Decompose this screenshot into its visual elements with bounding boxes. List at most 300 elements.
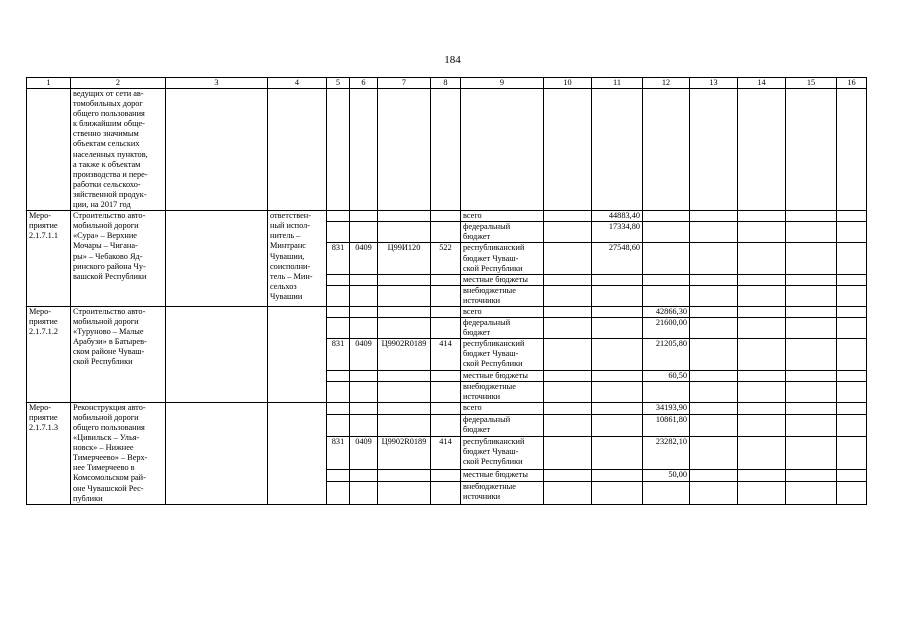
text-line: мобильной дороги (73, 221, 139, 231)
value-2016-cell (592, 470, 643, 482)
empty-cell (544, 339, 592, 370)
value-2016-cell (592, 482, 643, 505)
text-line: Реконструкция авто- (73, 402, 146, 412)
empty-cell (837, 402, 867, 414)
empty-cell (350, 370, 378, 381)
empty-cell (690, 222, 738, 243)
empty-cell (690, 306, 738, 317)
empty-cell (738, 222, 786, 243)
empty-cell (378, 222, 431, 243)
empty-cell (350, 414, 378, 437)
text-line: всего (463, 211, 482, 221)
value-2016-cell (592, 437, 643, 470)
empty-cell (544, 306, 592, 317)
text-line: источники (463, 295, 501, 305)
text-line: нее Тимерчеево в (73, 463, 135, 473)
empty-cell (786, 470, 837, 482)
empty-cell (738, 370, 786, 381)
responsible-cell (268, 402, 327, 504)
value-2017-cell: 50,00 (643, 470, 690, 482)
value-2017-cell (643, 274, 690, 285)
funding-source-cell (461, 222, 544, 243)
text-line: ры» – Чебаково Яд- (73, 251, 143, 261)
empty-cell (738, 437, 786, 470)
text-line: новск» – Нижнее (73, 443, 134, 453)
text-line: производства и пере- (73, 169, 148, 179)
text-line: Меро- (29, 306, 52, 316)
empty-cell (690, 437, 738, 470)
empty-cell (690, 339, 738, 370)
empty-cell (27, 89, 71, 211)
text-line: местные бюджеты (463, 370, 528, 380)
empty-cell (786, 306, 837, 317)
column-header: 4 (268, 78, 327, 89)
text-line: Меро- (29, 402, 52, 412)
value-2016-cell: 27548,60 (592, 243, 643, 274)
text-line: федеральный (463, 222, 511, 232)
text-line: публики (73, 493, 103, 503)
text-line: всего (463, 306, 482, 316)
empty-cell (431, 370, 461, 381)
text-line: ринского района Чу- (73, 261, 146, 271)
empty-cell (431, 381, 461, 402)
empty-cell (378, 306, 431, 317)
text-line: Мочары – Чигана- (73, 241, 138, 251)
text-line: бюджет Чуваш- (463, 253, 519, 263)
value-2017-cell: 34193,90 (643, 402, 690, 414)
text-line: «Туруново – Малые (73, 327, 144, 337)
empty-cell (431, 318, 461, 339)
empty-cell (327, 482, 350, 505)
text-line: федеральный (463, 414, 511, 424)
empty-cell (327, 274, 350, 285)
empty-cell (378, 211, 431, 222)
column-header: 15 (786, 78, 837, 89)
empty-cell (327, 414, 350, 437)
column-header: 2 (71, 78, 166, 89)
column-header: 6 (350, 78, 378, 89)
empty-cell (378, 89, 431, 211)
empty-cell (837, 306, 867, 317)
empty-cell (431, 222, 461, 243)
value-2017-cell: 21205,80 (643, 339, 690, 370)
empty-cell (738, 274, 786, 285)
empty-cell (786, 339, 837, 370)
empty-cell (837, 381, 867, 402)
empty-cell (544, 274, 592, 285)
text-line: местные бюджеты (463, 470, 528, 480)
column-header: 7 (378, 78, 431, 89)
empty-cell (786, 211, 837, 222)
empty-cell (690, 402, 738, 414)
text-line: томобильных дорог (73, 99, 143, 109)
value-2017-cell: 10861,80 (643, 414, 690, 437)
empty-cell (690, 381, 738, 402)
column-header: 14 (738, 78, 786, 89)
goal-cell (166, 402, 268, 504)
event-id-cell (27, 402, 71, 504)
text-line: сельхоз (270, 281, 297, 291)
column-header: 13 (690, 78, 738, 89)
empty-cell (690, 482, 738, 505)
empty-cell (786, 318, 837, 339)
empty-cell (837, 370, 867, 381)
text-line: ской Республики (73, 357, 133, 367)
text-line: тель – Мин- (270, 271, 313, 281)
value-2016-cell (592, 306, 643, 317)
empty-cell (431, 211, 461, 222)
value-2016-cell (592, 381, 643, 402)
text-line: вашской Республики (73, 271, 147, 281)
empty-cell (327, 318, 350, 339)
empty-cell (837, 274, 867, 285)
empty-cell (837, 243, 867, 274)
value-2017-cell (643, 381, 690, 402)
empty-cell (738, 285, 786, 306)
empty-cell (592, 89, 643, 211)
empty-cell (837, 470, 867, 482)
empty-cell (738, 243, 786, 274)
text-line: ответствен- (270, 211, 312, 221)
text-line: ственно значимым (73, 129, 139, 139)
funding-source-cell (461, 274, 544, 285)
value-2016-cell (592, 339, 643, 370)
value-2017-cell (643, 482, 690, 505)
empty-cell (327, 306, 350, 317)
funding-source-cell (461, 370, 544, 381)
csr-cell: Ц99И120 (378, 243, 431, 274)
text-line: бюджет (463, 328, 491, 338)
rzpr-cell: 0409 (350, 339, 378, 370)
value-2016-cell (592, 274, 643, 285)
text-line: мобильной дороги (73, 412, 139, 422)
text-line: республиканский (463, 243, 525, 253)
text-line: ции, на 2017 год (73, 200, 131, 210)
event-name-cell (71, 402, 166, 504)
value-2017-cell (643, 211, 690, 222)
empty-cell (350, 222, 378, 243)
empty-cell (431, 414, 461, 437)
empty-cell (544, 243, 592, 274)
empty-cell (544, 437, 592, 470)
text-line: работки сельскохо- (73, 179, 141, 189)
event-id-cell (27, 211, 71, 307)
empty-cell (738, 402, 786, 414)
empty-cell (544, 482, 592, 505)
empty-cell (544, 470, 592, 482)
empty-cell (327, 470, 350, 482)
text-line: всего (463, 402, 482, 412)
empty-cell (378, 402, 431, 414)
empty-cell (544, 211, 592, 222)
empty-cell (690, 211, 738, 222)
text-line: приятие (29, 317, 58, 327)
column-number-row (27, 78, 867, 89)
empty-cell (350, 274, 378, 285)
text-line: «Сура» – Верхние (73, 231, 137, 241)
funding-source-cell (461, 482, 544, 505)
funding-source-cell (461, 306, 544, 317)
column-header: 8 (431, 78, 461, 89)
column-header: 10 (544, 78, 592, 89)
value-2016-cell (592, 414, 643, 437)
text-line: внебюджетные (463, 482, 516, 492)
text-line: приятие (29, 221, 58, 231)
funding-source-cell (461, 470, 544, 482)
empty-cell (350, 306, 378, 317)
empty-cell (786, 285, 837, 306)
empty-cell (378, 414, 431, 437)
empty-cell (544, 414, 592, 437)
column-header: 1 (27, 78, 71, 89)
value-2017-cell (643, 222, 690, 243)
empty-cell (378, 381, 431, 402)
empty-cell (378, 318, 431, 339)
empty-cell (837, 211, 867, 222)
text-line: соисполни- (270, 261, 311, 271)
empty-cell (837, 222, 867, 243)
event-id-cell (27, 306, 71, 402)
empty-cell (268, 89, 327, 211)
empty-cell (738, 381, 786, 402)
empty-cell (327, 89, 350, 211)
grbs-cell: 831 (327, 243, 350, 274)
responsible-cell (268, 211, 327, 307)
empty-cell (738, 339, 786, 370)
empty-cell (327, 222, 350, 243)
text-line: бюджет Чуваш- (463, 447, 519, 457)
empty-cell (544, 89, 592, 211)
funding-source-cell (461, 339, 544, 370)
empty-cell (431, 285, 461, 306)
empty-cell (350, 381, 378, 402)
text-line: Чувашии, (270, 251, 305, 261)
goal-cell (166, 211, 268, 307)
empty-cell (544, 402, 592, 414)
csr-cell: Ц9902R0189 (378, 437, 431, 470)
text-line: общего пользования (73, 109, 145, 119)
empty-cell (786, 482, 837, 505)
empty-cell (738, 89, 786, 211)
empty-cell (837, 285, 867, 306)
text-line: федеральный (463, 318, 511, 328)
funding-source-cell (461, 414, 544, 437)
text-line: бюджет (463, 424, 491, 434)
page-number: 184 (444, 54, 461, 66)
funding-source-cell (461, 437, 544, 470)
column-header: 12 (643, 78, 690, 89)
text-line: ный испол- (270, 221, 311, 231)
source-row (27, 402, 867, 414)
empty-cell (378, 482, 431, 505)
value-2017-cell: 23282,10 (643, 437, 690, 470)
empty-cell (431, 402, 461, 414)
empty-cell (431, 274, 461, 285)
continuation-name-cell (71, 89, 166, 211)
empty-cell (378, 285, 431, 306)
empty-cell (738, 482, 786, 505)
empty-cell (837, 339, 867, 370)
source-row (27, 211, 867, 222)
value-2017-cell (643, 243, 690, 274)
empty-cell (350, 402, 378, 414)
goal-cell (166, 306, 268, 402)
vr-cell: 522 (431, 243, 461, 274)
text-line: внебюджетные (463, 285, 516, 295)
text-line: 2.1.7.1.1 (29, 231, 59, 241)
text-line: мобильной дороги (73, 317, 139, 327)
text-line: бюджет Чуваш- (463, 349, 519, 359)
empty-cell (837, 89, 867, 211)
empty-cell (544, 318, 592, 339)
empty-cell (431, 470, 461, 482)
empty-cell (544, 285, 592, 306)
empty-cell (350, 318, 378, 339)
empty-cell (350, 470, 378, 482)
text-line: ской Республики (463, 359, 523, 369)
program-table (26, 77, 867, 505)
value-2017-cell: 60,50 (643, 370, 690, 381)
empty-cell (690, 414, 738, 437)
text-line: 2.1.7.1.2 (29, 327, 59, 337)
empty-cell (327, 285, 350, 306)
empty-cell (327, 402, 350, 414)
value-2016-cell: 44883,40 (592, 211, 643, 222)
text-line: республиканский (463, 339, 525, 349)
empty-cell (738, 211, 786, 222)
text-line: нитель – (270, 231, 301, 241)
text-line: оне Чувашской Рес- (73, 483, 144, 493)
funding-source-cell (461, 211, 544, 222)
text-line: Меро- (29, 211, 52, 221)
empty-cell (690, 89, 738, 211)
text-line: Чувашии (270, 291, 303, 301)
empty-cell (544, 222, 592, 243)
empty-cell (837, 318, 867, 339)
text-line: ведущих от сети ав- (73, 89, 144, 98)
text-line: Строительство авто- (73, 306, 146, 316)
value-2017-cell: 21600,00 (643, 318, 690, 339)
funding-source-cell (461, 318, 544, 339)
empty-cell (350, 89, 378, 211)
empty-cell (690, 274, 738, 285)
responsible-cell (268, 306, 327, 402)
column-header: 5 (327, 78, 350, 89)
grbs-cell: 831 (327, 339, 350, 370)
value-2016-cell (592, 285, 643, 306)
empty-cell (690, 370, 738, 381)
event-name-cell (71, 306, 166, 402)
text-line: внебюджетные (463, 381, 516, 391)
empty-cell (690, 285, 738, 306)
empty-cell (544, 370, 592, 381)
funding-source-cell (461, 285, 544, 306)
text-line: приятие (29, 412, 58, 422)
column-header: 11 (592, 78, 643, 89)
empty-cell (327, 211, 350, 222)
empty-cell (837, 414, 867, 437)
value-2017-cell: 42866,30 (643, 306, 690, 317)
vr-cell: 414 (431, 339, 461, 370)
empty-cell (690, 243, 738, 274)
value-2016-cell: 17334,80 (592, 222, 643, 243)
value-2016-cell (592, 402, 643, 414)
funding-source-cell (461, 381, 544, 402)
empty-cell (431, 89, 461, 211)
empty-cell (461, 89, 544, 211)
empty-cell (786, 381, 837, 402)
empty-cell (738, 414, 786, 437)
empty-cell (643, 89, 690, 211)
empty-cell (786, 222, 837, 243)
empty-cell (786, 89, 837, 211)
empty-cell (738, 306, 786, 317)
empty-cell (378, 274, 431, 285)
text-line: к ближайшим обще- (73, 119, 145, 129)
empty-cell (327, 370, 350, 381)
funding-source-cell (461, 402, 544, 414)
empty-cell (786, 414, 837, 437)
rzpr-cell: 0409 (350, 243, 378, 274)
empty-cell (786, 370, 837, 381)
empty-cell (166, 89, 268, 211)
empty-cell (690, 318, 738, 339)
event-name-cell (71, 211, 166, 307)
source-row (27, 306, 867, 317)
text-line: ской Республики (463, 263, 523, 273)
text-line: республиканский (463, 437, 525, 447)
text-line: источники (463, 492, 501, 502)
text-line: 2.1.7.1.3 (29, 423, 59, 432)
empty-cell (327, 381, 350, 402)
text-line: Строительство авто- (73, 211, 146, 221)
empty-cell (837, 437, 867, 470)
rzpr-cell: 0409 (350, 437, 378, 470)
text-line: бюджет (463, 232, 491, 242)
empty-cell (738, 470, 786, 482)
empty-cell (378, 470, 431, 482)
value-2017-cell (643, 285, 690, 306)
empty-cell (738, 318, 786, 339)
text-line: объектам сельских (73, 139, 140, 149)
text-line: населенных пунктов, (73, 149, 148, 159)
continuation-row (27, 89, 867, 211)
column-header: 9 (461, 78, 544, 89)
empty-cell (690, 470, 738, 482)
text-line: Арабузи» в Батырев- (73, 337, 147, 347)
text-line: местные бюджеты (463, 274, 528, 284)
empty-cell (378, 370, 431, 381)
text-line: «Цивильск – Улья- (73, 433, 140, 443)
empty-cell (350, 285, 378, 306)
grbs-cell: 831 (327, 437, 350, 470)
csr-cell: Ц9902R0189 (378, 339, 431, 370)
text-line: ском районе Чуваш- (73, 347, 145, 357)
text-line: ской Республики (463, 457, 523, 467)
text-line: Тимерчеево» – Верх- (73, 453, 148, 463)
empty-cell (544, 381, 592, 402)
value-2016-cell (592, 318, 643, 339)
empty-cell (786, 402, 837, 414)
empty-cell (837, 482, 867, 505)
empty-cell (350, 211, 378, 222)
empty-cell (431, 482, 461, 505)
empty-cell (350, 482, 378, 505)
value-2016-cell (592, 370, 643, 381)
empty-cell (431, 306, 461, 317)
empty-cell (786, 437, 837, 470)
column-header: 3 (166, 78, 268, 89)
